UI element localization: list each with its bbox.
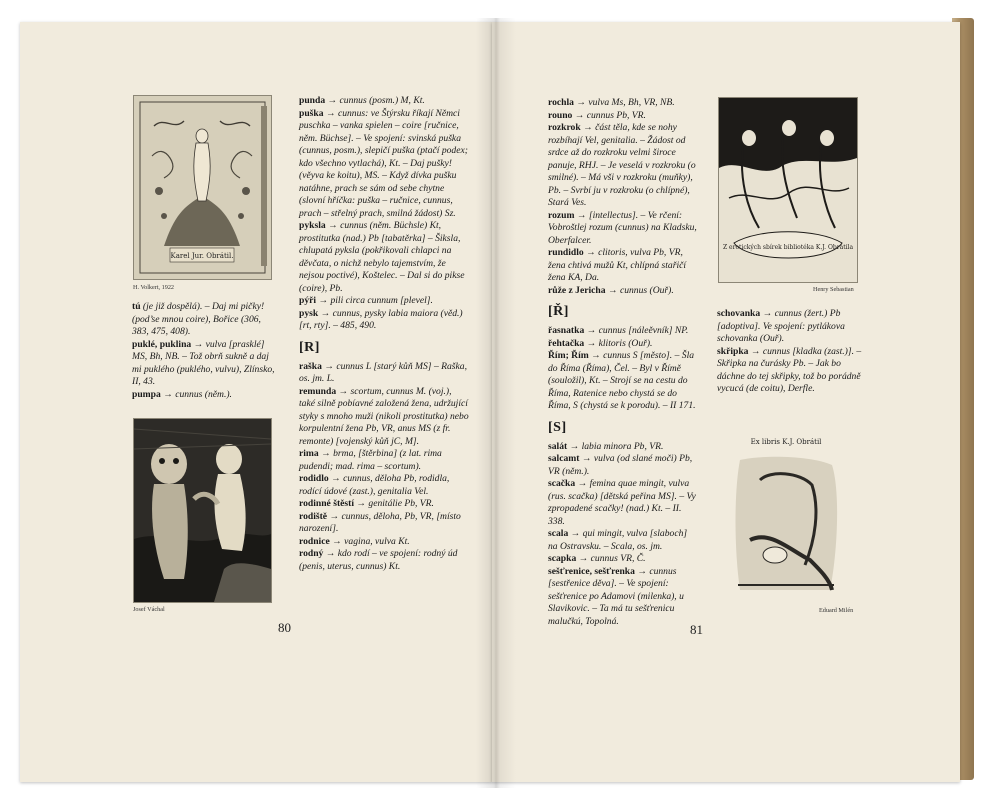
dictionary-entry [717, 308, 867, 346]
entry-headword: pumpa [132, 388, 161, 400]
exlibris-text: Ex libris K.J. Obrátil [750, 438, 822, 446]
entry-definition: → [intellectus]. – Ve rčení: Vobroštlej rozum (cunnus) na Kladsku, Oberfalcer. [548, 209, 697, 246]
dictionary-entry [132, 301, 280, 339]
entry-headword: pyksla [299, 220, 326, 231]
dictionary-entry [548, 553, 698, 566]
entry-definition: → cunnus, pysky labia maiora (věd.) [rt, rty]. – 485, 490. [299, 307, 463, 331]
woodcut-illustration [134, 419, 271, 602]
dictionary-entry [548, 325, 698, 338]
dictionary-entry [299, 548, 469, 573]
entry-definition: → cunnus, děloha Pb, rodidla, rodící údové (zast.), genitalia Vel. [299, 473, 450, 497]
entry-definition: → cunnus, děloha, Pb, VR, [místo narození]. [299, 510, 461, 534]
entry-definition: → qui mingit, vulva [slaboch] na Ostravsku. – Scala, os. jm. [548, 528, 688, 552]
entry-headword: pýři [299, 295, 317, 306]
entry-headword: scačka [548, 478, 576, 489]
entry-definition: → cunnus (žert.) Pb [adoptiva]. Ve spojení: pytlákova schovanka (Ouř). [717, 308, 845, 344]
figure-caption-milen: Eduard Milén [819, 607, 854, 614]
dictionary-entry [548, 441, 698, 454]
entry-headword: puklé, puklina [132, 338, 192, 350]
right-page [492, 22, 960, 782]
entry-definition: → brma, [štěrbina] (z lat. rima pudendi; mad. rima – scortum). [299, 448, 442, 472]
dictionary-entry [299, 386, 469, 449]
entry-headword: řehtačka [548, 337, 585, 349]
dictionary-entry [548, 110, 698, 123]
entry-definition: → vulva [prasklé] MS, Bh, NB. – Tož obrň sukně a daj mi puklého (puklého, vulvu), Zlínsko, II, 43. [132, 338, 275, 387]
entry-definition: → femina quae mingit, vulva (rus. scačka) [dětská peřina MS]. – Vy zpropadené scačky! (nad.) Kt. – II. 338. [548, 478, 696, 527]
dictionary-entry [548, 350, 698, 413]
entry-definition: → pili circa cunnum [plevel]. [316, 295, 433, 306]
section-letter-heading: [S] [548, 419, 567, 435]
dictionary-entry [717, 346, 867, 396]
section-letter-heading: [Ř] [548, 304, 569, 319]
entry-headword: rodinné štěstí [299, 498, 354, 509]
dictionary-entry [548, 247, 698, 285]
entry-headword: scapka [548, 553, 577, 564]
entry-headword: rozkrok [548, 122, 581, 133]
entry-headword: rochla [548, 97, 574, 108]
entry-headword: raška [299, 360, 322, 372]
dictionary-entry [548, 285, 698, 298]
dictionary-entry [548, 478, 698, 528]
bookplate-inscription: Z erotických sbírek bibliotéka K.J. Obrátila [722, 244, 854, 251]
entry-definition: → cunnus (Ouř). [605, 284, 674, 296]
entry-definition: → cunnus [sestřenice děva]. – Ve spojení: sešťrenice po Adamovi (milenka), u Slavikovic. – Ta má tu sešťrenicu malučkú, Topolná. [548, 565, 684, 627]
figure-caption-vachal: Josef Váchal [133, 606, 165, 613]
entry-definition: → cunnus (posm.) M, Kt. [325, 95, 425, 106]
entry-definition: (je již dospělá). – Daj mi pičky! (pod’se mnou coire), Bořice (306, 383, 475, 408). [132, 301, 265, 337]
entry-headword: Řím; Řím [548, 350, 589, 361]
dictionary-entry [299, 498, 469, 511]
entry-headword: rozum [548, 209, 575, 221]
dictionary-entry [299, 473, 469, 498]
entry-headword: tú [132, 301, 141, 312]
entry-headword: salcamt [548, 453, 580, 464]
entry-definition: → cunnus (něm.). [160, 388, 232, 400]
dictionary-entry [299, 511, 469, 536]
entry-headword: schovanka [717, 308, 761, 319]
dictionary-entry [132, 339, 280, 389]
book-spine-gutter [476, 18, 516, 788]
dictionary-entry [548, 528, 698, 553]
dictionary-entry [299, 220, 469, 295]
entry-headword: pysk [299, 307, 319, 319]
entry-headword: rima [299, 448, 319, 459]
right-column-b [717, 308, 867, 396]
dictionary-entry [299, 108, 469, 221]
dictionary-entry [548, 210, 698, 248]
left-page [20, 22, 492, 782]
dictionary-entry [548, 122, 698, 210]
section-letter-heading: [R] [299, 339, 320, 355]
page-number-right: 81 [690, 622, 703, 637]
entry-definition: → clitoris, vulva Pb, VR, žena chtivá mužů Kt, chlípná stařičí žena KA, Da. [548, 247, 687, 283]
entry-definition: → genitálie Pb, VR. [354, 498, 434, 509]
entry-definition: → cunnus Pb, VR. [572, 109, 646, 121]
entry-definition: → cunnus L [starý kůň MS] – Raška, os. jm. L. [299, 360, 467, 384]
entry-headword: remunda [299, 385, 337, 397]
bookplate-figure-volkert [133, 95, 272, 280]
entry-headword: růže z Jericha [548, 284, 606, 296]
dictionary-entry [299, 448, 469, 473]
entry-headword: řasnatka [548, 325, 585, 336]
left-column-b [299, 95, 469, 573]
entry-headword: rodidlo [299, 473, 329, 484]
illustration-figure-vachal [133, 418, 272, 603]
entry-definition: → vulva Ms, Bh, VR, NB. [573, 97, 675, 108]
dictionary-entry [299, 95, 469, 108]
entry-definition: → cunnus VR, Č. [576, 553, 646, 564]
entry-definition: → vagina, vulva Kt. [329, 535, 410, 547]
dictionary-entry [548, 97, 698, 110]
sketch-illustration [720, 430, 852, 598]
entry-definition: → cunnus [náleěvník] NP. [584, 325, 689, 336]
entry-definition: → cunnus: ve Štýrsku říkají Němci puschka – vanka spielen – coire [ručnice, něm. Büchse]. – Ve spojení: svinská puška (cunnus, posm.), slepičí puška (ptačí podex; kdo všechno vytlachá), Kt. – Daj pušky! (věyva ke koitu), MS. – Když dívka pušku natáhne, prach se sám od sebe chytne (slovní hříčka: puška – ručnice, cunnus, prach – střelný prach, smilná žádost) Sz. [299, 107, 468, 219]
right-column-a [548, 97, 698, 628]
page-number-left: 80 [278, 620, 291, 635]
entry-definition: → cunnus [kladka (zast.)]. – Skřipka na čurásky Pb. – Jak bo dáchne do tej skřipky, tož bo porádně vycucá (de coitu), Derfle. [717, 345, 862, 394]
entry-headword: rundidlo [548, 247, 584, 258]
entry-headword: punda [299, 95, 326, 106]
figure-caption-volkert: H. Volkert, 1922 [133, 284, 175, 291]
entry-definition: → klitoris (Ouř). [584, 337, 653, 349]
entry-headword: rouno [548, 109, 573, 121]
entry-headword: sešťrenice, sešťrenka [548, 565, 635, 577]
entry-headword: puška [299, 107, 324, 119]
dictionary-entry [299, 295, 469, 308]
entry-definition: → cunnus (něm. Büchsle) Kt, prostitutka (nad.) Pb [tabatěrka] – Šiksla, chlupatá pyksla (pokřikovali chlapci na děvčata, o nichž nebylo tajemstvím, že nejsou poctivé), Koštelec. – Dal si do pikse (coire), Pb. [299, 220, 465, 294]
entry-headword: rodiště [299, 510, 328, 522]
bookplate-owner-text: Karel Jur. Obrátil. [170, 252, 234, 260]
exlibris-figure-milen [720, 430, 852, 598]
left-column-a-continuation [132, 301, 280, 401]
figure-caption-sebastian: Henry Sebastian [813, 286, 854, 293]
dictionary-entry [299, 361, 469, 386]
dictionary-entry [132, 389, 280, 402]
entry-headword: rodný [299, 548, 324, 559]
bookplate-illustration [134, 96, 271, 279]
entry-definition: → vulva (od slané moči) Pb, VR (něm.). [548, 453, 693, 477]
entry-definition: → část těla, kde se nohy rozbíhají Vel, genitalia. – Žádost od srdce až do rozkroku velmi široce panuje, RHJ. – Je veselá v rozkroku (o smilné). – Má vši v rozkroku (muňky), Pb. – Svrbí ju v rozkroku (o chlípné), Stará Ves. [548, 122, 696, 208]
dictionary-entry [548, 453, 698, 478]
entry-definition: → scortum, cunnus M. (voj.), také silně pobíavné založená žena, udržující styky s mnoho muži (nikoli prostitutka) nebo korpulentní žena Pb, VR, anus MS (z fr. remonte) [vojenský kůň jC, M]. [299, 385, 469, 447]
ink-illustration [719, 98, 857, 282]
entry-headword: scala [548, 528, 569, 539]
dictionary-entry [299, 536, 469, 549]
dictionary-entry [548, 566, 698, 629]
dictionary-entry [299, 308, 469, 333]
entry-headword: salát [548, 440, 568, 452]
entry-definition: → kdo rodí – ve spojení: rodný úd (penis, uterus, cunnus) Kt. [299, 548, 458, 572]
entry-definition: → labia minora Pb, VR. [567, 440, 664, 452]
entry-definition: → cunnus S [město]. – Šla do Říma (Říma), Čel. – Byl v Římě (souložil), Kt. – Strojí se na cestu do Říma, Ratenice nebo chystá se do Říma, S (chystá se k porodu). – II 171. [548, 350, 696, 411]
dictionary-entry [548, 338, 698, 351]
bookplate-figure-sebastian [718, 97, 858, 283]
entry-headword: rodnice [299, 535, 330, 547]
entry-headword: skřipka [717, 345, 749, 357]
